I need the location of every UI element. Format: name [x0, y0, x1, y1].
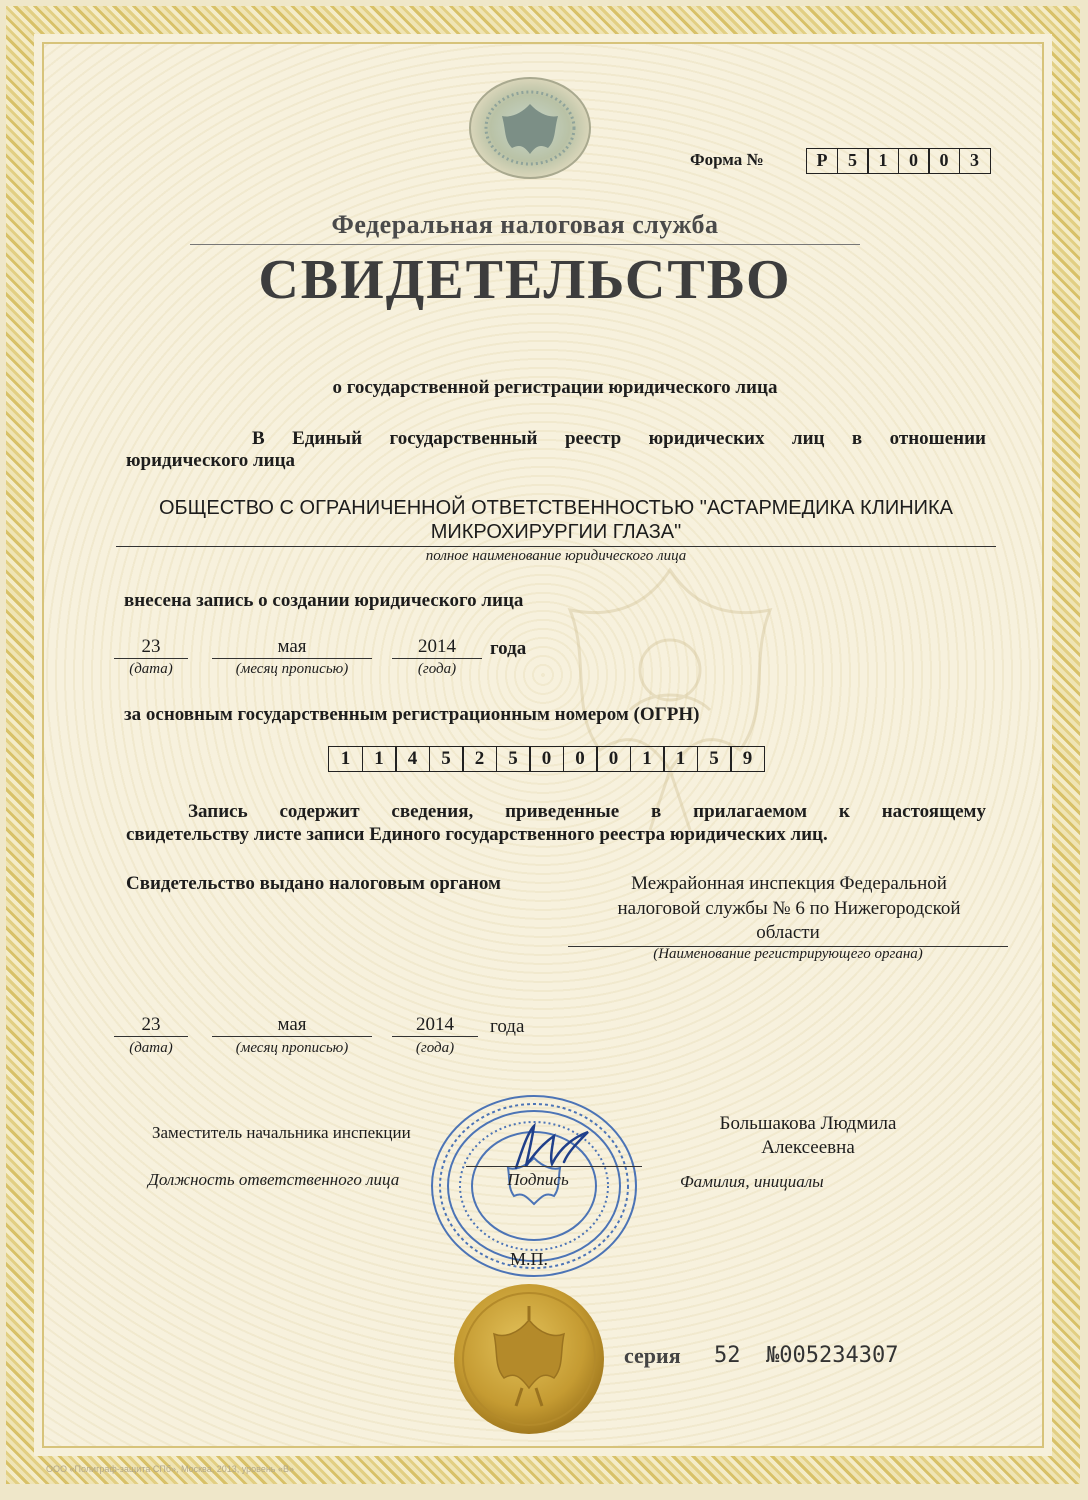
ogrn-label: за основным государственным регистрационным номером (ОГРН)	[124, 704, 700, 725]
intro-line-2: юридического лица	[126, 450, 296, 471]
issuer-caption: (Наименование регистрирующего органа)	[653, 946, 923, 962]
printer-note: ООО «Полиграф-защита СПб», Москва, 2013, уровень «В»	[46, 1464, 294, 1474]
date2-day-caption: (дата)	[129, 1040, 173, 1056]
date1-month: мая	[212, 636, 372, 659]
issued-label: Свидетельство выдано налоговым органом	[126, 873, 501, 894]
issuer-line-3: области	[568, 922, 1008, 947]
ogrn-digit-cell: 1	[328, 746, 363, 772]
ogrn-digit-cell: 0	[596, 746, 631, 772]
date1-day: 23	[114, 636, 188, 659]
gold-seal-icon	[452, 1282, 606, 1436]
date2-year-caption: (года)	[415, 1040, 455, 1056]
form-code-cell: 3	[959, 148, 991, 174]
page-title: СВИДЕТЕЛЬСТВО	[258, 249, 792, 311]
signature-caption: Подпись	[507, 1170, 569, 1189]
person-line-2: Алексеевна	[761, 1137, 855, 1158]
certificate-number: №005234307	[766, 1343, 899, 1368]
ogrn-digit-cell: 1	[663, 746, 698, 772]
issuer-line-2: налоговой службы № 6 по Нижегородской	[617, 898, 961, 919]
date1-suffix: года	[490, 638, 527, 659]
entity-name-line-2: МИКРОХИРУРГИИ ГЛАЗА"	[116, 521, 996, 547]
ogrn-digit-cell: 2	[462, 746, 497, 772]
subtitle: о государственной регистрации юридического лица	[332, 377, 778, 398]
form-code-cell: 0	[898, 148, 930, 174]
ogrn-boxes	[328, 746, 765, 772]
ogrn-digit-cell: 5	[429, 746, 464, 772]
ogrn-digit-cell: 0	[563, 746, 598, 772]
mp-label: М.П.	[510, 1249, 549, 1269]
person-caption: Фамилия, инициалы	[680, 1172, 824, 1191]
signature-scribble	[498, 1118, 608, 1178]
date1-day-caption: (дата)	[129, 661, 173, 677]
issuer-line-1: Межрайонная инспекция Федеральной	[631, 873, 947, 894]
person-line-1: Большакова Людмила	[719, 1113, 897, 1134]
ogrn-digit-cell: 1	[630, 746, 665, 772]
ogrn-digit-cell: 5	[697, 746, 732, 772]
form-code-cell: 1	[867, 148, 899, 174]
position-title: Заместитель начальника инспекции	[152, 1123, 411, 1142]
hologram-emblem-icon	[466, 74, 594, 182]
record-contains-line-1: Запись содержит сведения, приведенные в прилагаемом к настоящему	[188, 801, 986, 822]
ogrn-digit-cell: 5	[496, 746, 531, 772]
ogrn-digit-cell: 1	[362, 746, 397, 772]
entity-name-line-1: ОБЩЕСТВО С ОГРАНИЧЕННОЙ ОТВЕТСТВЕННОСТЬЮ "АСТАРМЕДИКА КЛИНИКА	[158, 497, 954, 519]
date2-month-caption: (месяц прописью)	[235, 1040, 349, 1056]
date1-year-caption: (года)	[417, 661, 457, 677]
ogrn-digit-cell: 0	[529, 746, 564, 772]
form-code-cell: 5	[837, 148, 869, 174]
form-label: Форма №	[690, 150, 764, 169]
date2-year: 2014	[392, 1014, 478, 1037]
entity-caption: полное наименование юридического лица	[425, 548, 687, 564]
series-label: серия	[624, 1343, 681, 1368]
date2-day: 23	[114, 1014, 188, 1037]
date2-suffix: года	[490, 1016, 525, 1037]
intro-line-1: В Единый государственный реестр юридических лиц в отношении	[252, 428, 986, 449]
position-caption: Должность ответственного лица	[148, 1170, 400, 1189]
form-code-boxes	[806, 148, 991, 174]
series-value: 52	[714, 1343, 741, 1368]
ogrn-digit-cell: 9	[730, 746, 765, 772]
form-code-cell: Р	[806, 148, 838, 174]
ogrn-digit-cell: 4	[395, 746, 430, 772]
date1-year: 2014	[392, 636, 482, 659]
signature-line	[466, 1166, 642, 1167]
date1-month-caption: (месяц прописью)	[235, 661, 349, 677]
agency-name: Федеральная налоговая служба	[190, 210, 860, 245]
record-contains-line-2: свидетельству листе записи Единого государственного реестра юридических лиц.	[126, 824, 828, 845]
date2-month: мая	[212, 1014, 372, 1037]
record-text: внесена запись о создании юридического лица	[124, 590, 524, 611]
form-code-cell: 0	[928, 148, 960, 174]
